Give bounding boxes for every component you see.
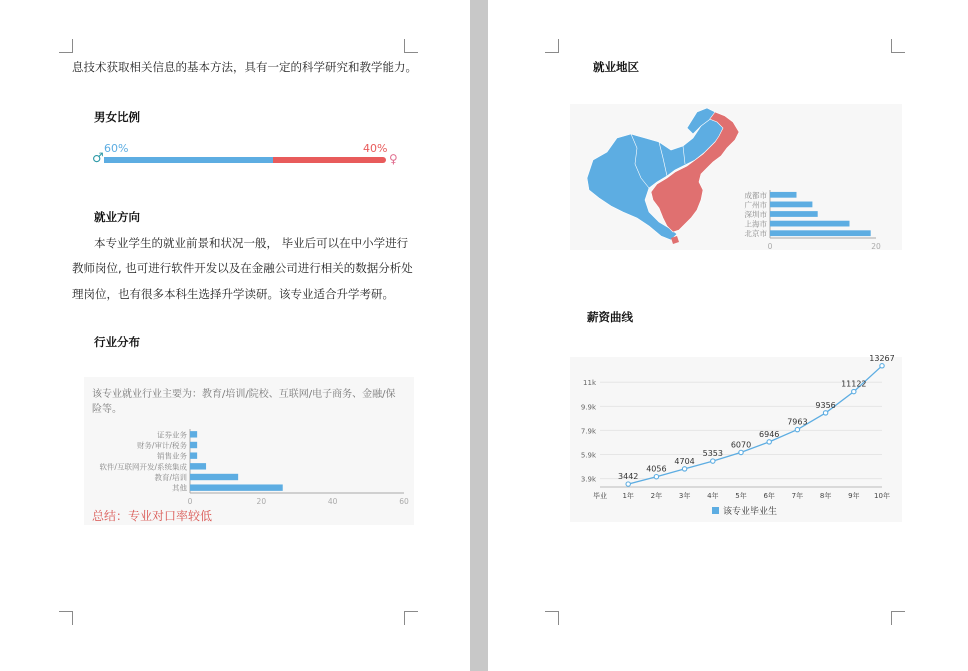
crop-mark (59, 39, 73, 53)
career-heading: 就业方向 (94, 210, 140, 224)
data-label: 3442 (618, 472, 639, 482)
data-label: 11122 (841, 379, 867, 389)
crop-mark (404, 39, 418, 53)
career-line-1: 本专业学生的就业前景和状况一般， 毕业后可以在中小学进行 (94, 236, 409, 250)
region-card (570, 104, 902, 250)
industry-desc-2: 险等。 (92, 404, 122, 415)
data-point (852, 389, 856, 393)
salary-line-chart (570, 353, 902, 522)
x-tick-label: 20 (256, 497, 267, 506)
data-label: 4704 (674, 456, 695, 466)
data-label: 4056 (646, 464, 667, 474)
bar (190, 442, 197, 448)
x-tick-label: 3年 (678, 492, 691, 500)
crop-mark (891, 611, 905, 625)
x-tick-label: 1年 (622, 492, 634, 500)
x-tick-label: 6年 (763, 492, 775, 500)
page-gutter (470, 0, 488, 671)
data-point (739, 450, 743, 454)
category-label: 上海市 (744, 219, 767, 229)
female-percent: 40% (363, 142, 388, 155)
crop-mark (545, 611, 559, 625)
data-label: 13267 (869, 353, 895, 363)
female-symbol-icon: ♀ (389, 152, 398, 166)
x-tick-label: 4年 (707, 492, 719, 500)
category-label: 其他 (172, 483, 187, 493)
career-line-3: 理岗位，也有很多本科生选择升学读研。该专业适合升学考研。 (72, 287, 394, 301)
industry-bar-chart (84, 425, 414, 510)
data-point (654, 474, 658, 478)
y-tick-label: 11k (583, 379, 596, 388)
right-page (488, 0, 968, 671)
region-heading: 就业地区 (593, 60, 639, 74)
category-label: 证券业务 (157, 430, 187, 440)
category-label: 财务/审计/税务 (136, 441, 187, 450)
industry-desc-1: 该专业就业行业主要为：教育/培训/院校、互联网/电子商务、金融/保 (92, 389, 396, 400)
industry-card (84, 377, 414, 525)
gender-bar-track (104, 157, 386, 163)
bar (770, 211, 818, 217)
data-label: 6070 (730, 440, 752, 450)
data-label: 7963 (787, 417, 808, 427)
category-label: 深圳市 (744, 210, 767, 219)
data-point (880, 364, 884, 368)
data-point (626, 482, 630, 486)
salary-heading: 薪资曲线 (587, 310, 633, 324)
x-tick-label: 0 (767, 242, 773, 251)
bar (190, 452, 197, 458)
x-tick-label: 60 (399, 497, 409, 506)
x-tick-label: 毕业 (593, 492, 607, 500)
industry-heading: 行业分布 (94, 335, 140, 349)
data-point (711, 459, 715, 463)
bar (190, 463, 206, 469)
male-bar-fill (104, 157, 273, 163)
data-label: 6946 (759, 429, 780, 439)
y-tick-label: 5.9k (580, 451, 596, 460)
category-label: 北京市 (744, 229, 767, 239)
data-label: 9356 (815, 400, 836, 410)
data-point (823, 411, 827, 415)
x-tick-label: 9年 (848, 492, 860, 500)
x-tick-label: 10年 (874, 492, 890, 500)
legend-label: 该专业毕业生 (723, 507, 778, 517)
y-tick-label: 9.9k (580, 403, 596, 412)
career-line-2: 教师岗位, 也可进行软件开发以及在金融公司进行相关的数据分析处 (72, 261, 413, 275)
crop-mark (59, 611, 73, 625)
left-page (0, 0, 470, 671)
salary-card (570, 353, 902, 522)
data-label: 5353 (702, 449, 723, 459)
city-bar-chart (744, 186, 890, 251)
data-point (795, 427, 799, 431)
x-tick-label: 8年 (819, 492, 832, 500)
category-label: 教育/培训 (154, 473, 187, 482)
x-tick-label: 0 (187, 497, 193, 506)
male-symbol-icon: ♂ (92, 151, 104, 166)
bar (190, 431, 197, 437)
x-tick-label: 2年 (650, 492, 663, 500)
x-tick-label: 20 (871, 242, 881, 251)
bar (770, 202, 812, 208)
x-tick-label: 7年 (791, 492, 804, 500)
bar (770, 221, 850, 227)
category-label: 销售业务 (157, 451, 187, 461)
y-tick-label: 3.9k (580, 475, 596, 484)
crop-mark (545, 39, 559, 53)
intro-line: 息技术获取相关信息的基本方法，具有一定的科学研究和教学能力。 (72, 60, 417, 74)
industry-conclusion: 总结：专业对口率较低 (92, 509, 213, 523)
category-label: 软件/互联网开发/系统集成 (99, 462, 187, 472)
legend-swatch (712, 507, 719, 514)
bar (190, 484, 283, 490)
bar (770, 230, 871, 236)
y-tick-label: 7.9k (580, 427, 596, 436)
category-label: 广州市 (744, 200, 767, 210)
x-tick-label: 40 (327, 497, 338, 506)
gender-heading: 男女比例 (94, 110, 140, 124)
bar (190, 474, 238, 480)
data-point (682, 467, 686, 471)
category-label: 成都市 (744, 190, 767, 200)
crop-mark (891, 39, 905, 53)
map-region-blue (587, 112, 731, 240)
crop-mark (404, 611, 418, 625)
male-percent: 60% (104, 142, 129, 155)
bar (770, 192, 797, 198)
data-point (767, 440, 771, 444)
china-map (575, 108, 765, 248)
gender-ratio-bar (92, 142, 402, 166)
x-tick-label: 5年 (735, 492, 747, 500)
